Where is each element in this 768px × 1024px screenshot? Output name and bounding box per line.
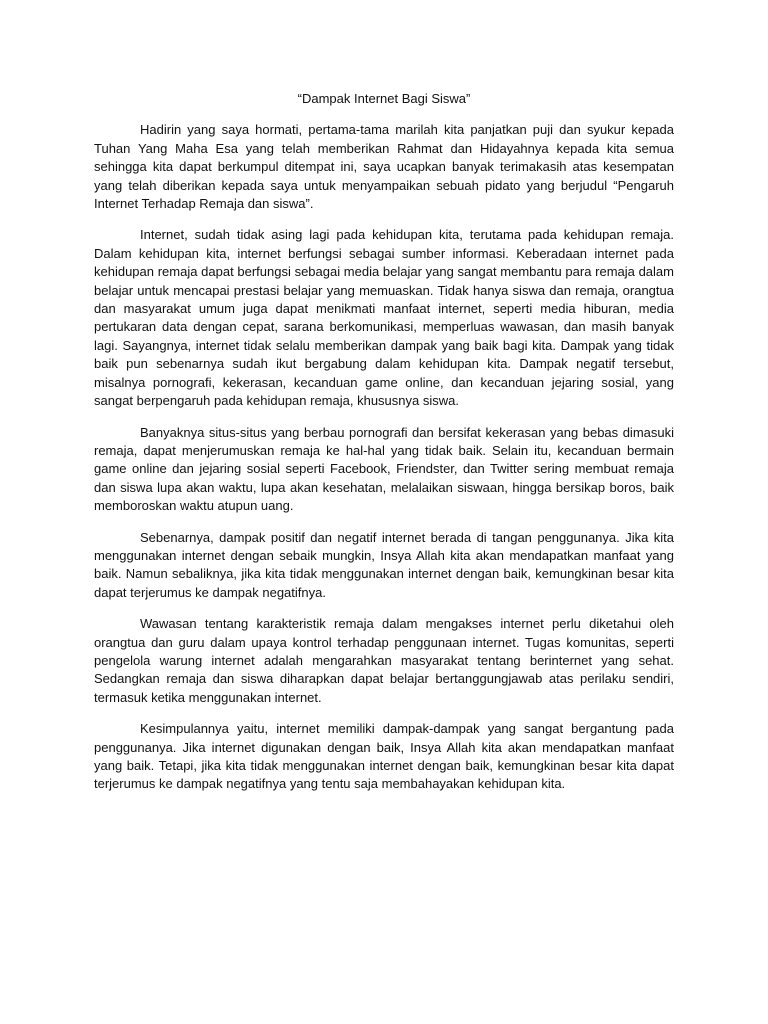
document-title: “Dampak Internet Bagi Siswa” [297, 91, 471, 106]
paragraph-conclusion: Kesimpulannya yaitu, internet memiliki dampak-dampak yang sangat bergantung pada penggunanya. Jika internet digunakan dengan baik, Insya Allah kita akan mendapatkan manfaat yang baik. Tetapi, jika kita tidak menggunakan internet dengan baik, kemungkinan besar kita dapat terjerumus ke dampak negatifnya yang tentu saja membahayakan kehidupan kita. [94, 721, 674, 792]
paragraph-opening: Hadirin yang saya hormati, pertama-tama marilah kita panjatkan puji dan syukur kepada Tuhan Yang Maha Esa yang telah memberikan Rahmat dan Hidayahnya kepada kita semua sehingga kita dapat berkumpul ditempat ini, saya ucapkan banyak terimakasih atas kesempatan yang telah diberikan kepada saya untuk menyampaikan sebuah pidato yang berjudul “Pengaruh Internet Terhadap Remaja dan siswa”. [94, 122, 674, 212]
paragraph-negative-sites: Banyaknya situs-situs yang berbau pornografi dan bersifat kekerasan yang bebas dimasuki remaja, dapat menjerumuskan remaja ke hal-hal yang tidak baik. Selain itu, kecanduan bermain game online dan jejaring sosial seperti Facebook, Friendster, dan Twitter sering membuat remaja dan siswa lupa akan waktu, lupa akan kesehatan, melalaikan siswaan, hingga bersikap boros, baik memboroskan waktu atupun uang. [94, 424, 674, 514]
paragraph-parent-teacher-role: Wawasan tentang karakteristik remaja dalam mengakses internet perlu diketahui oleh orangtua dan guru dalam upaya kontrol terhadap penggunaan internet. Tugas komunitas, seperti pengelola warung internet adalah mengarahkan masyarakat tentang berinternet yang sehat. Sedangkan remaja dan siswa diharapkan dapat belajar bertanggungjawab atas perilaku sendiri, termasuk ketika menggunakan internet. [94, 616, 674, 705]
paragraph-internet-overview: Internet, sudah tidak asing lagi pada kehidupan kita, terutama pada kehidupan remaja. Dalam kehidupan kita, internet berfungsi sebagai sumber informasi. Keberadaan internet pada kehidupan remaja dapat berfungsi sebagai media belajar yang sangat membantu para remaja dalam belajar untuk mencapai prestasi belajar yang memuaskan. Tidak hanya siswa dan remaja, orangtua dan masyarakat umum juga dapat menikmati manfaat internet, seperti media hiburan, media pertukaran data dengan cepat, sarana berkomunikasi, memperluas wawasan, dan masih banyak lagi. Sayangnya, internet tidak selalu memberikan dampak yang baik bagi kita. Dampak yang tidak baik pun sebenarnya sudah ikut bergabung dalam kehidupan kita. Dampak negatif tersebut, misalnya pornografi, kekerasan, kecanduan game online, dan kecanduan jejaring sosial, yang sangat berpengaruh pada kehidupan remaja, khususnya siswa. [94, 227, 674, 409]
document-page [94, 90, 674, 807]
paragraph-positive-negative: Sebenarnya, dampak positif dan negatif internet berada di tangan penggunanya. Jika kita menggunakan internet dengan sebaik mungkin, Insya Allah kita akan mendapatkan manfaat yang baik. Namun sebaliknya, jika kita tidak menggunakan internet dengan baik, kemungkinan besar kita dapat terjerumus ke dampak negatifnya. [94, 529, 674, 600]
